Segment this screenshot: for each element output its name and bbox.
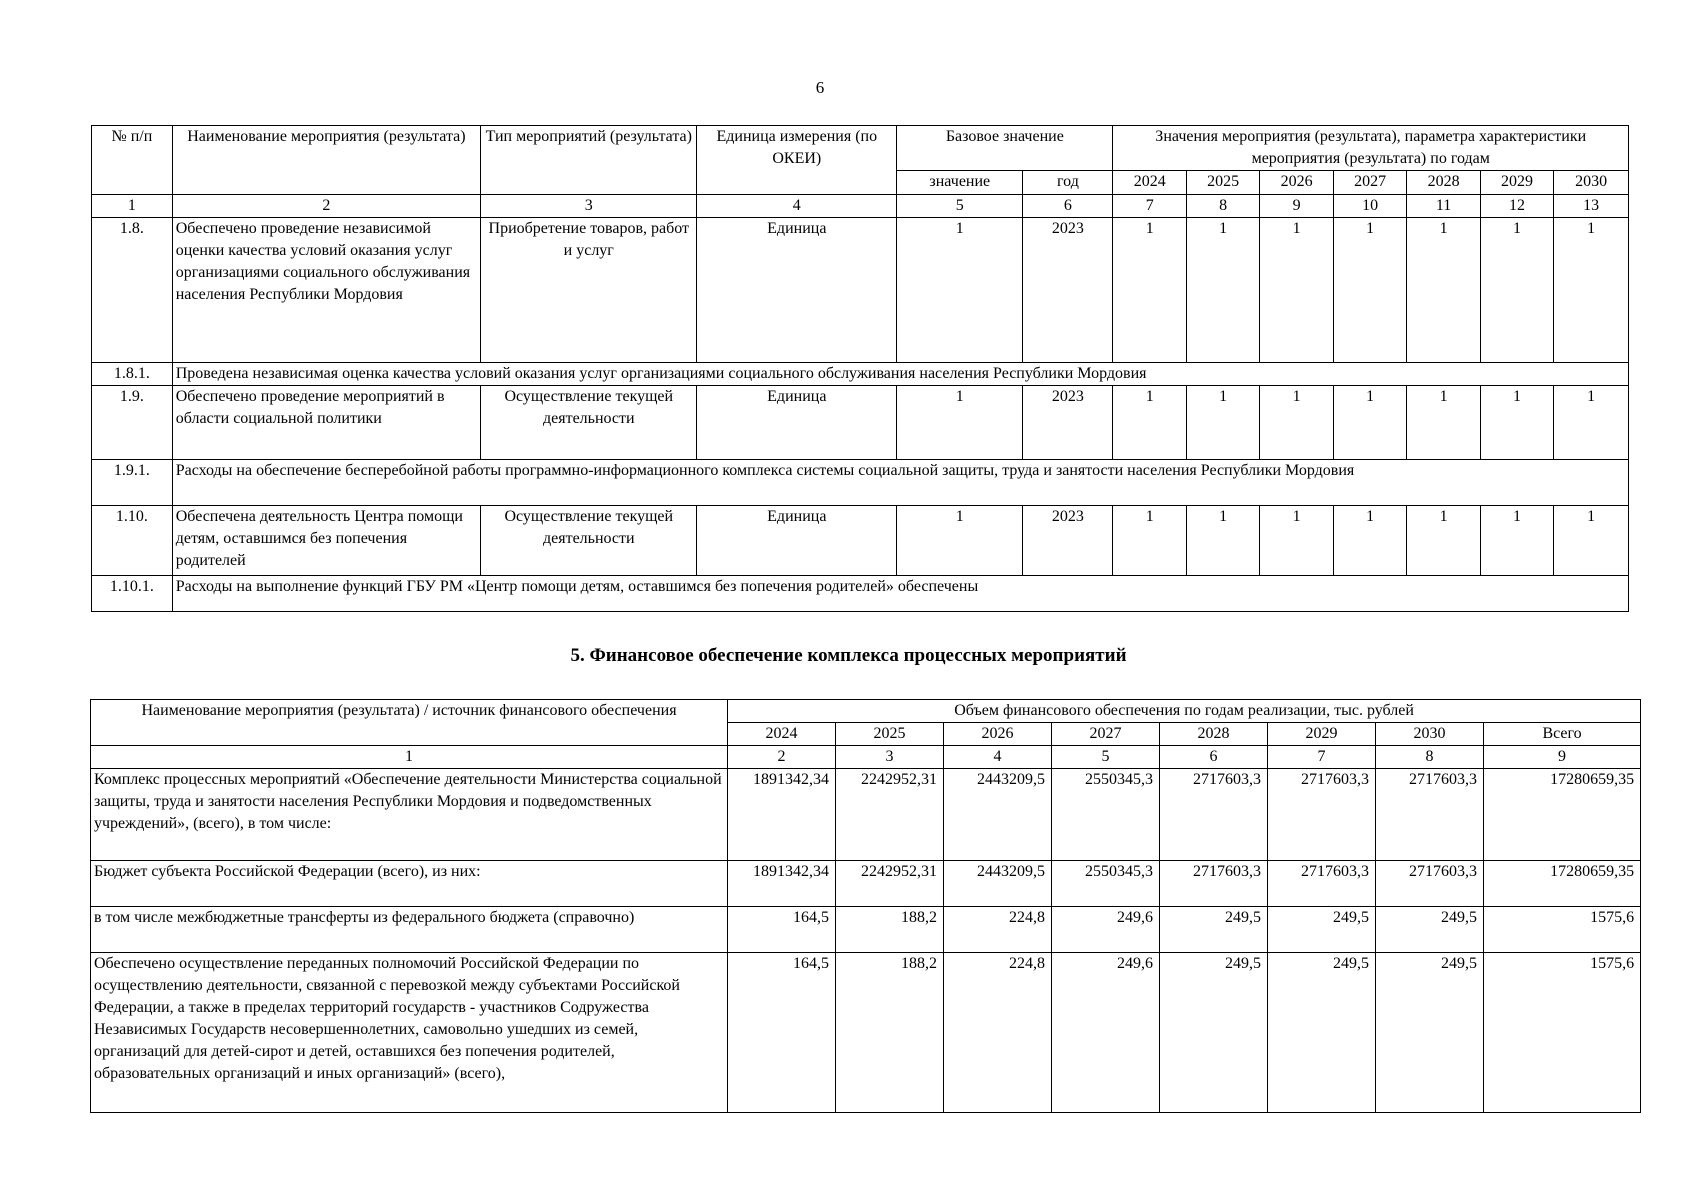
row-value: 1891342,34: [728, 861, 836, 907]
table-row: [92, 576, 1629, 612]
row-base-value: 1: [897, 218, 1023, 363]
row-num: 1.8.1.: [92, 363, 173, 386]
row-value: 249,5: [1160, 907, 1268, 953]
row-value: 2717603,3: [1160, 769, 1268, 861]
header-year: 2030: [1376, 723, 1484, 746]
row-base-value: 1: [897, 386, 1023, 460]
row-value: 1: [1113, 386, 1186, 460]
row-name: в том числе межбюджетные трансферты из федерального бюджета (справочно): [91, 907, 728, 953]
header-year: 2029: [1268, 723, 1376, 746]
header-base-value: значение: [897, 171, 1023, 195]
header-year: 2025: [1186, 171, 1259, 195]
row-value: 2242952,31: [836, 861, 944, 907]
row-value: 249,5: [1376, 907, 1484, 953]
table-row: [91, 861, 1641, 907]
header-volume: Объем финансового обеспечения по годам реализации, тыс. рублей: [728, 700, 1641, 723]
col-number: 7: [1113, 195, 1186, 218]
header-name: Наименование мероприятия (результата): [172, 126, 480, 195]
row-description: Расходы на обеспечение бесперебойной работы программно-информационного комплекса системы социальной защиты, труда и занятости населения Республики Мордовия: [172, 460, 1628, 506]
row-value: 2550345,3: [1052, 769, 1160, 861]
header-name: Наименование мероприятия (результата) / источник финансового обеспечения: [91, 700, 728, 746]
table-row: [92, 460, 1629, 506]
col-number: 8: [1376, 746, 1484, 769]
row-unit: Единица: [697, 218, 897, 363]
row-value: 1: [1480, 506, 1553, 576]
row-value: 1: [1333, 506, 1406, 576]
header-base: Базовое значение: [897, 126, 1113, 171]
col-number: 3: [481, 195, 697, 218]
row-name: Обеспечена деятельность Центра помощи детям, оставшимся без попечения родителей: [172, 506, 480, 576]
header-year: 2028: [1160, 723, 1268, 746]
row-value: 249,5: [1268, 953, 1376, 1113]
column-numbers-row: [92, 195, 1629, 218]
row-total: 1575,6: [1484, 907, 1641, 953]
col-number: 9: [1484, 746, 1641, 769]
row-value: 164,5: [728, 907, 836, 953]
col-number: 6: [1023, 195, 1113, 218]
col-number: 11: [1407, 195, 1480, 218]
row-value: 1891342,34: [728, 769, 836, 861]
row-value: 1: [1407, 218, 1480, 363]
row-value: 1: [1333, 218, 1406, 363]
row-value: 1: [1260, 386, 1333, 460]
row-value: 2717603,3: [1268, 861, 1376, 907]
row-name: Бюджет субъекта Российской Федерации (всего), из них:: [91, 861, 728, 907]
table-row: [92, 218, 1629, 363]
header-unit: Единица измерения (по ОКЕИ): [697, 126, 897, 195]
section-title: 5. Финансовое обеспечение комплекса процессных мероприятий: [570, 645, 1127, 666]
row-description: Проведена независимая оценка качества условий оказания услуг организациями социального обслуживания населения Республики Мордовия: [172, 363, 1628, 386]
header-year: 2030: [1554, 171, 1629, 195]
table-row: [92, 506, 1629, 576]
header-values: Значения мероприятия (результата), параметра характеристики мероприятия (результата) по годам: [1113, 126, 1629, 171]
col-number: 8: [1186, 195, 1259, 218]
row-total: 17280659,35: [1484, 769, 1641, 861]
header-total: Всего: [1484, 723, 1641, 746]
col-number: 9: [1260, 195, 1333, 218]
row-value: 249,6: [1052, 907, 1160, 953]
row-value: 188,2: [836, 907, 944, 953]
header-year: 2026: [1260, 171, 1333, 195]
page-number: 6: [815, 78, 825, 97]
col-number: 10: [1333, 195, 1406, 218]
row-value: 2242952,31: [836, 769, 944, 861]
row-value: 2443209,5: [944, 861, 1052, 907]
row-value: 1: [1186, 218, 1259, 363]
row-value: 1: [1554, 218, 1629, 363]
table-row: [91, 953, 1641, 1113]
row-num: 1.8.: [92, 218, 173, 363]
row-value: 249,5: [1376, 953, 1484, 1113]
col-number: 5: [897, 195, 1023, 218]
row-value: 1: [1333, 386, 1406, 460]
col-number: 13: [1554, 195, 1629, 218]
row-value: 1: [1480, 386, 1553, 460]
header-year: 2024: [1113, 171, 1186, 195]
row-base-year: 2023: [1023, 386, 1113, 460]
row-name: Комплекс процессных мероприятий «Обеспечение деятельности Министерства социальной защиты, труда и занятости населения Республики Мордовия и подведомственных учреждений», (всего), в том числе:: [91, 769, 728, 861]
row-value: 188,2: [836, 953, 944, 1113]
row-num: 1.10.1.: [92, 576, 173, 612]
header-base-year: год: [1023, 171, 1113, 195]
row-value: 1: [1260, 218, 1333, 363]
col-number: 2: [728, 746, 836, 769]
activities-table: [91, 125, 1629, 612]
col-number: 3: [836, 746, 944, 769]
table-row: [91, 907, 1641, 953]
row-name: Обеспечено проведение независимой оценки качества условий оказания услуг организациями социального обслуживания населения Республики Мордовия: [172, 218, 480, 363]
col-number: 2: [172, 195, 480, 218]
row-description: Расходы на выполнение функций ГБУ РМ «Центр помощи детям, оставшимся без попечения родителей» обеспечены: [172, 576, 1628, 612]
row-num: 1.9.1.: [92, 460, 173, 506]
row-value: 249,5: [1160, 953, 1268, 1113]
col-number: 4: [697, 195, 897, 218]
row-value: 2717603,3: [1160, 861, 1268, 907]
row-value: 224,8: [944, 907, 1052, 953]
col-number: 4: [944, 746, 1052, 769]
header-year: 2028: [1407, 171, 1480, 195]
row-value: 2443209,5: [944, 769, 1052, 861]
column-numbers-row: [91, 746, 1641, 769]
row-type: Осуществление текущей деятельности: [481, 386, 697, 460]
row-value: 1: [1113, 218, 1186, 363]
header-year: 2026: [944, 723, 1052, 746]
row-value: 1: [1480, 218, 1553, 363]
row-value: 1: [1113, 506, 1186, 576]
col-number: 5: [1052, 746, 1160, 769]
row-num: 1.10.: [92, 506, 173, 576]
table-row: [92, 363, 1629, 386]
col-number: 6: [1160, 746, 1268, 769]
row-base-year: 2023: [1023, 218, 1113, 363]
row-unit: Единица: [697, 506, 897, 576]
table-row: [92, 386, 1629, 460]
row-total: 17280659,35: [1484, 861, 1641, 907]
header-type: Тип мероприятий (результата): [481, 126, 697, 195]
row-name: Обеспечено осуществление переданных полномочий Российской Федерации по осуществлению деятельности, связанной с перевозкой между субъектами Российской Федерации, а также в пределах территорий государств - участников Содружества Независимых Государств несовершеннолетних, самовольно ушедших из семей, организаций для детей-сирот и детей, оставшихся без попечения родителей, образовательных организаций и иных организаций» (всего),: [91, 953, 728, 1113]
row-name: Обеспечено проведение мероприятий в области социальной политики: [172, 386, 480, 460]
row-type: Приобретение товаров, работ и услуг: [481, 218, 697, 363]
header-year: 2024: [728, 723, 836, 746]
row-base-value: 1: [897, 506, 1023, 576]
row-num: 1.9.: [92, 386, 173, 460]
row-value: 249,6: [1052, 953, 1160, 1113]
row-unit: Единица: [697, 386, 897, 460]
row-value: 2717603,3: [1268, 769, 1376, 861]
col-number: 1: [92, 195, 173, 218]
row-value: 1: [1407, 386, 1480, 460]
row-value: 1: [1260, 506, 1333, 576]
col-number: 7: [1268, 746, 1376, 769]
row-value: 249,5: [1268, 907, 1376, 953]
header-year: 2027: [1333, 171, 1406, 195]
financing-table: [90, 699, 1641, 1113]
row-value: 2717603,3: [1376, 769, 1484, 861]
row-value: 1: [1554, 386, 1629, 460]
row-value: 224,8: [944, 953, 1052, 1113]
row-value: 1: [1186, 386, 1259, 460]
header-year: 2027: [1052, 723, 1160, 746]
header-year: 2025: [836, 723, 944, 746]
row-total: 1575,6: [1484, 953, 1641, 1113]
header-year: 2029: [1480, 171, 1553, 195]
row-value: 164,5: [728, 953, 836, 1113]
row-value: 2717603,3: [1376, 861, 1484, 907]
row-value: 1: [1407, 506, 1480, 576]
row-value: 2550345,3: [1052, 861, 1160, 907]
row-value: 1: [1186, 506, 1259, 576]
col-number: 1: [91, 746, 728, 769]
header-num: № п/п: [92, 126, 173, 195]
row-value: 1: [1554, 506, 1629, 576]
table-row: [91, 769, 1641, 861]
row-type: Осуществление текущей деятельности: [481, 506, 697, 576]
row-base-year: 2023: [1023, 506, 1113, 576]
col-number: 12: [1480, 195, 1553, 218]
